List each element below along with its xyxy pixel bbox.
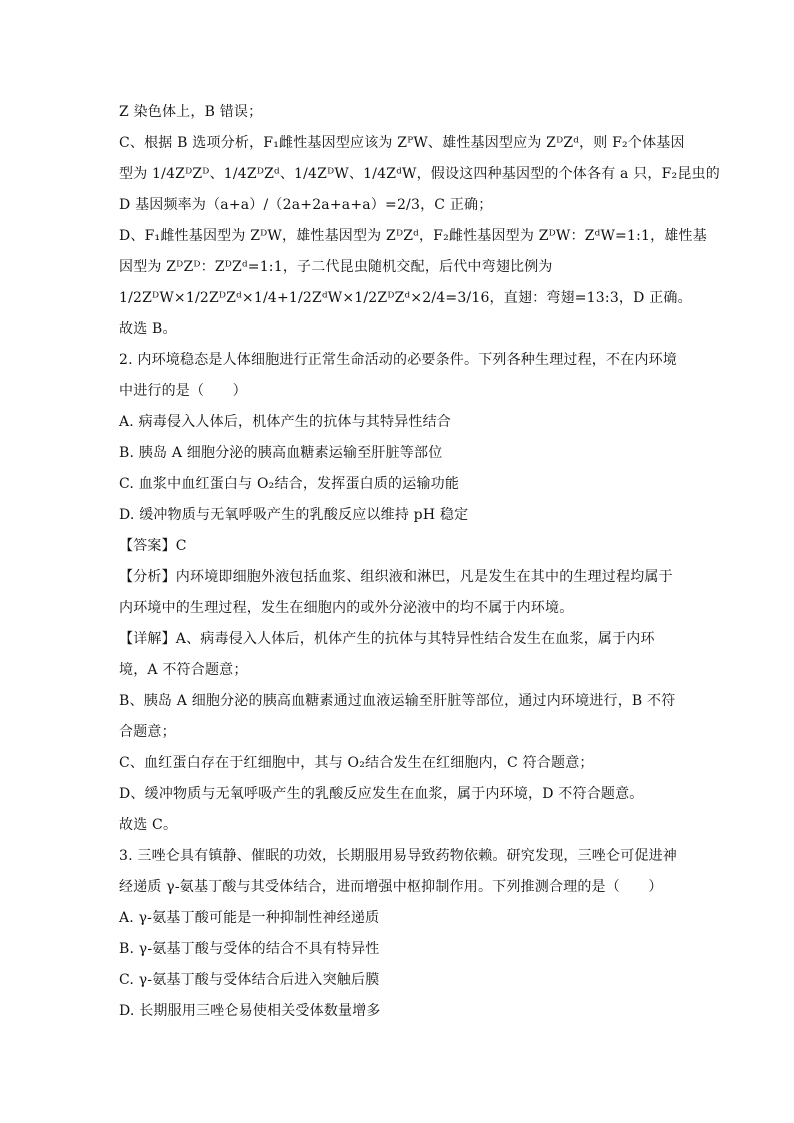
answer-line: 【答案】C <box>119 538 187 554</box>
question-stem: 中进行的是（ ） <box>119 383 247 399</box>
detail-line: D、缓冲物质与无氧呼吸产生的乳酸反应发生在血浆，属于内环境，D 不符合题意。 <box>119 786 644 802</box>
question-stem: 2. 内环境稳态是人体细胞进行正常生命活动的必要条件。下列各种生理过程，不在内环境 <box>119 352 678 368</box>
option-c: C. 血浆中血红蛋白与 O₂结合，发挥蛋白质的运输功能 <box>119 476 460 492</box>
question-stem: 3. 三唑仑具有镇静、催眠的功效，长期服用易导致药物依赖。研究发现，三唑仑可促进神 <box>119 848 678 864</box>
detail-line: 合题意； <box>119 724 176 740</box>
detail-line: 【详解】A、病毒侵入人体后，机体产生的抗体与其特异性结合发生在血浆，属于内环 <box>119 631 655 647</box>
question-stem: 经递质 γ-氨基丁酸与其受体结合，进而增强中枢抑制作用。下列推测合理的是（ ） <box>119 879 663 895</box>
explanation-line: Z 染色体上，B 错误； <box>119 104 263 120</box>
option-b: B. γ-氨基丁酸与受体的结合不具有特异性 <box>119 941 380 957</box>
option-d: D. 缓冲物质与无氧呼吸产生的乳酸反应以维持 pH 稳定 <box>119 507 469 523</box>
option-a: A. γ-氨基丁酸可能是一种抑制性神经递质 <box>119 910 380 926</box>
analysis-line: 【分析】内环境即细胞外液包括血浆、组织液和淋巴，凡是发生在其中的生理过程均属于 <box>119 569 673 585</box>
option-a: A. 病毒侵入人体后，机体产生的抗体与其特异性结合 <box>119 414 452 430</box>
explanation-line: 1/2ZᴰW×1/2ZᴰZᵈ×1/4+1/2ZᵈW×1/2ZᴰZᵈ×2/4=3/16，直翅：弯翅=13:3，D 正确。 <box>119 290 692 306</box>
option-b: B. 胰岛 A 细胞分泌的胰高血糖素运输至肝脏等部位 <box>119 445 443 461</box>
explanation-line: D、F₁雌性基因型为 ZᴰW，雄性基因型为 ZᴰZᵈ，F₂雌性基因型为 ZᴰW：ZᵈW=1:1，雄性基 <box>119 228 707 244</box>
explanation-line: 因型为 ZᴰZᴰ：ZᴰZᵈ=1:1，子二代昆虫随机交配，后代中弯翅比例为 <box>119 259 553 275</box>
analysis-line: 内环境中的生理过程，发生在细胞内的或外分泌液中的均不属于内环境。 <box>119 600 574 616</box>
conclusion-line: 故选 B。 <box>119 321 177 337</box>
detail-line: B、胰岛 A 细胞分泌的胰高血糖素通过血液运输至肝脏等部位，通过内环境进行，B 不符 <box>119 693 676 709</box>
option-d: D. 长期服用三唑仑易使相关受体数量增多 <box>119 1003 381 1019</box>
explanation-line: C、根据 B 选项分析，F₁雌性基因型应该为 ZᴾW、雄性基因型应为 ZᴰZᵈ，则 F₂个体基因 <box>119 135 685 151</box>
explanation-line: 型为 1/4ZᴰZᴰ、1/4ZᴰZᵈ、1/4ZᴰW、1/4ZᵈW，假设这四种基因型的个体各有 a 只，F₂昆虫的 <box>119 166 720 182</box>
detail-line: C、血红蛋白存在于红细胞中，其与 O₂结合发生在红细胞内，C 符合题意； <box>119 755 594 771</box>
detail-line: 境，A 不符合题意； <box>119 662 248 678</box>
explanation-line: D 基因频率为（a+a）/（2a+2a+a+a）=2/3，C 正确； <box>119 197 493 213</box>
option-c: C. γ-氨基丁酸与受体结合后进入突触后膜 <box>119 972 380 988</box>
conclusion-line: 故选 C。 <box>119 817 178 833</box>
